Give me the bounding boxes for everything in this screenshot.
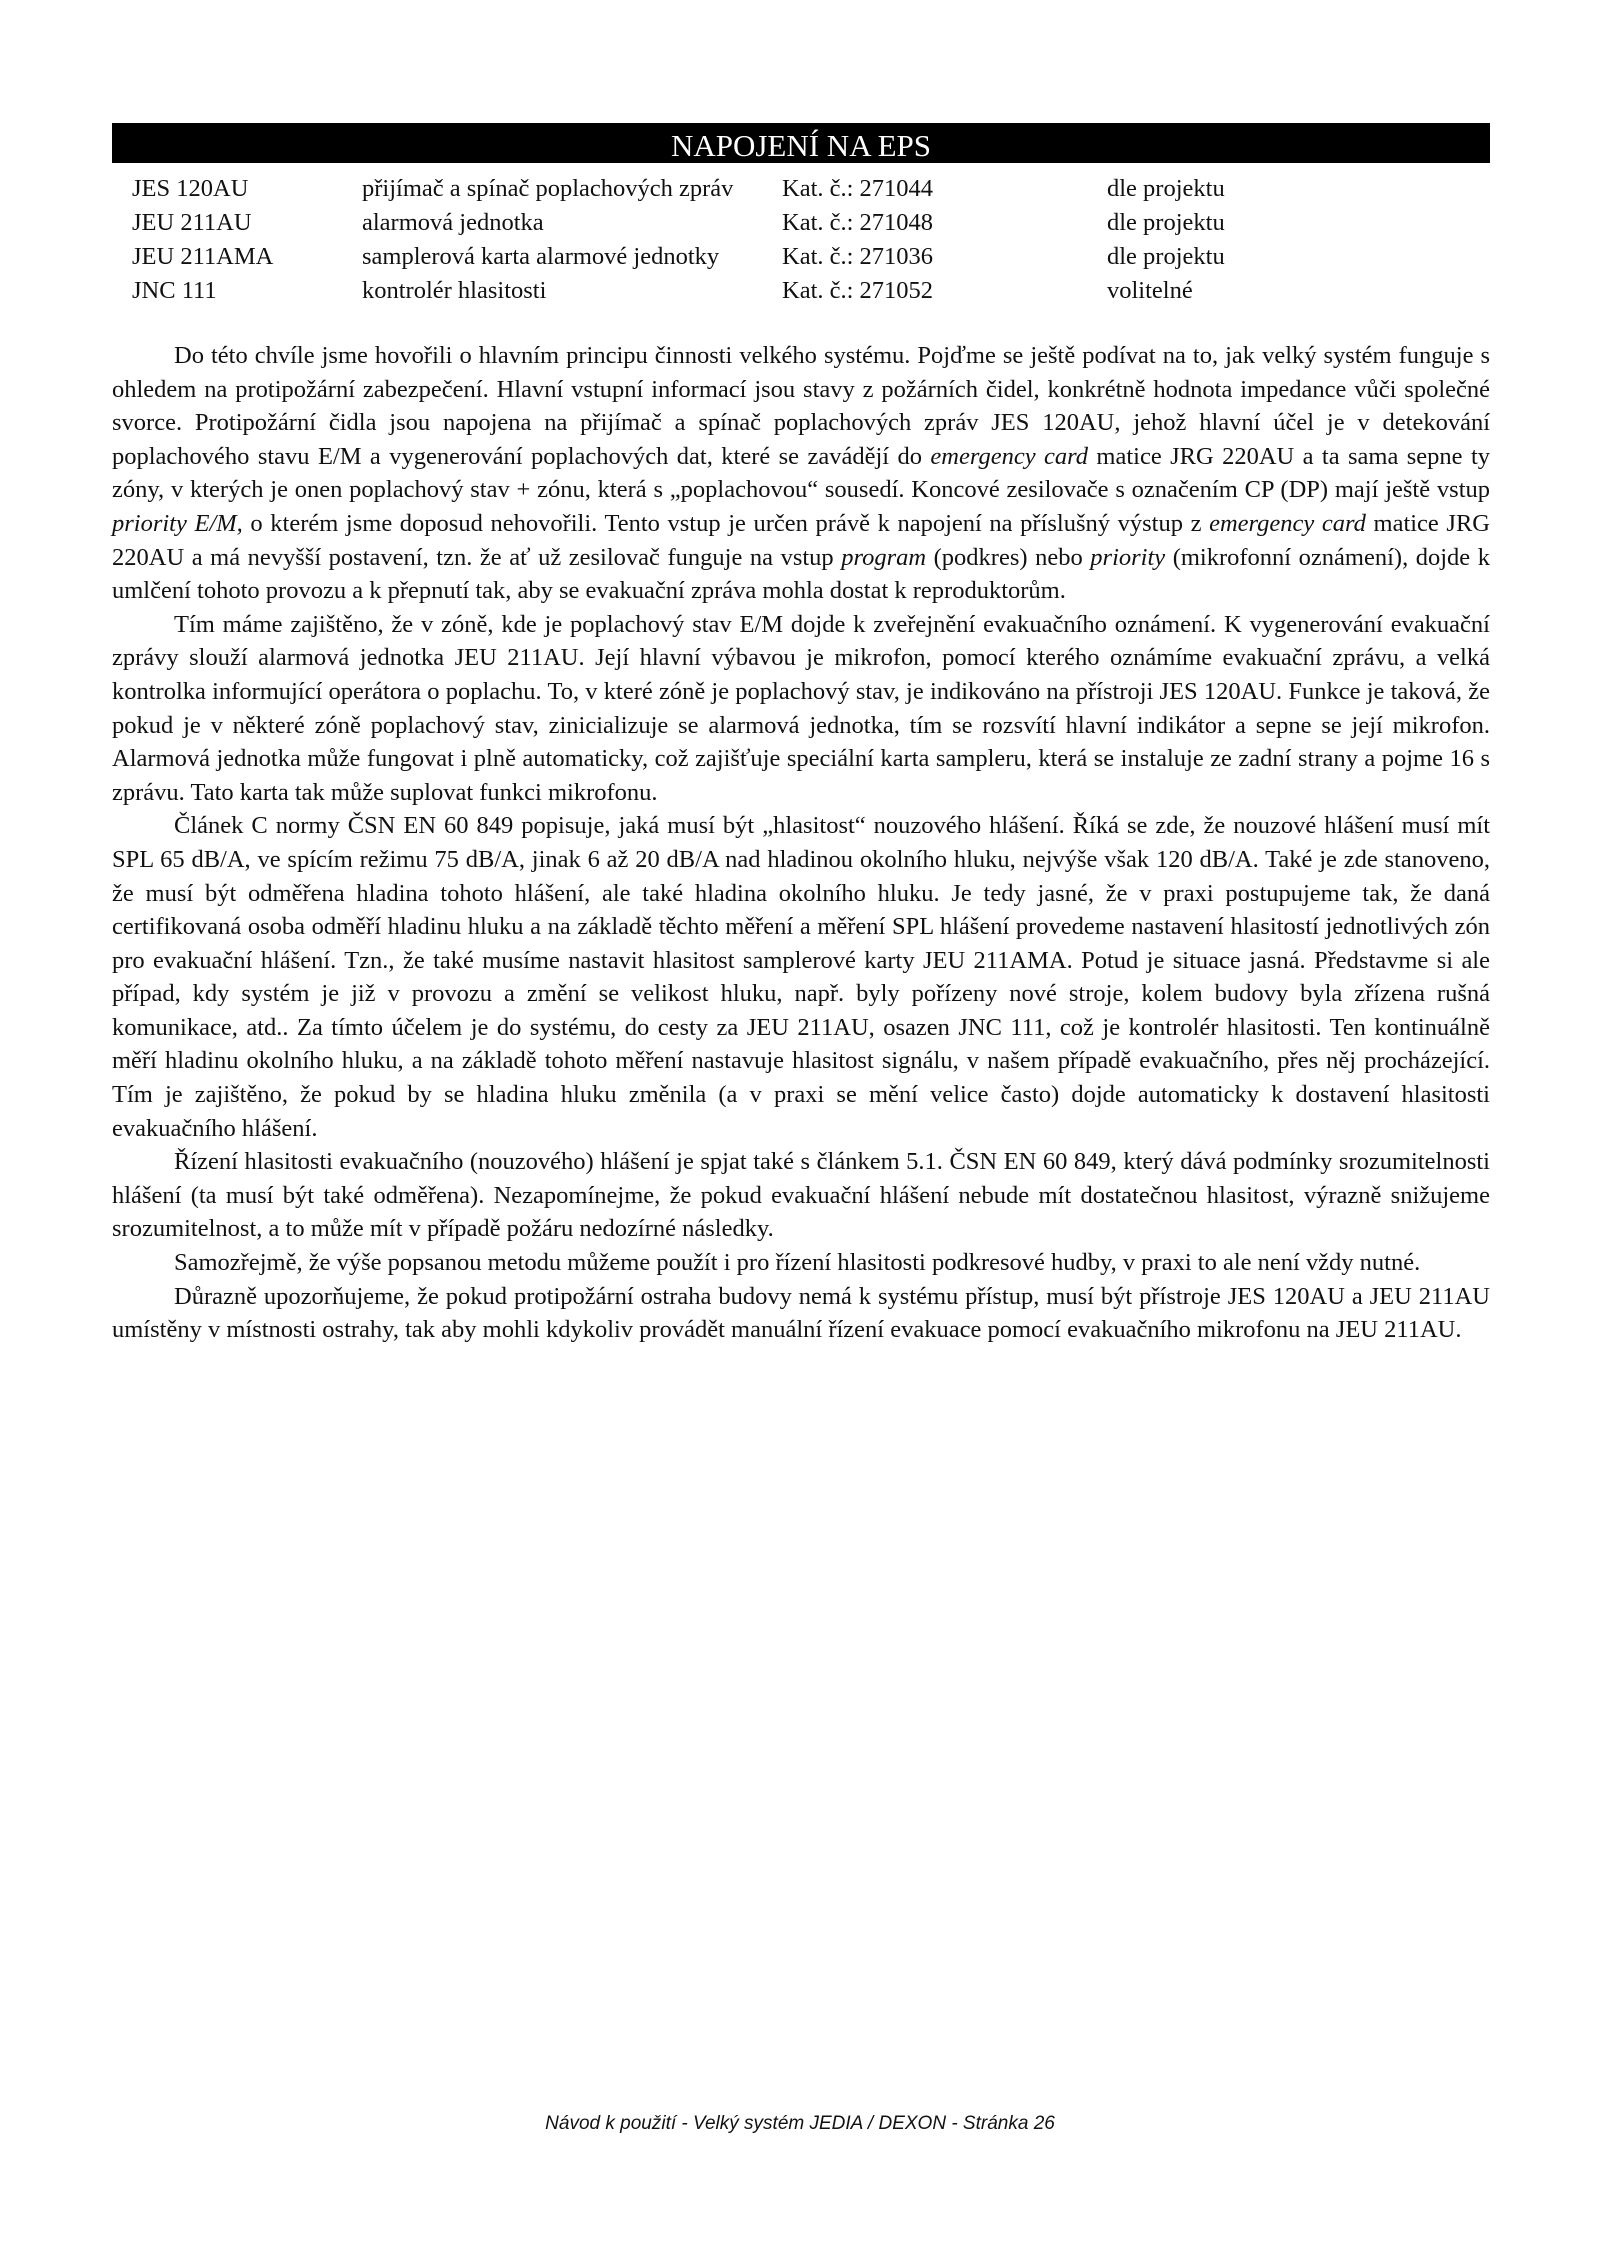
paragraph-alarm-unit: Tím máme zajištěno, že v zóně, kde je poplachový stav E/M dojde k zveřejnění evakuačního oznámení. K vygenerování evakuační zprávy slouží alarmová jednotka JEU 211AU. Její hlavní výbavou je mikrofon, pomocí kterého oznámíme evakuační zprávu, a velká kontrolka informující operátora o poplachu. To, v které zóně je poplachový stav, je indikováno na přístroji JES 120AU. Funkce je taková, že pokud je v některé zóně poplachový stav, zinicializuje se alarmová jednotka, tím se rozsvítí hlavní indikátor a sepne se její mikrofon. Alarmová jednotka může fungovat i plně automaticky, což zajišťuje speciální karta sampleru, která se instaluje ze zadní strany a pojme 16 s zprávu. Tato karta tak může suplovat funkci mikrofonu. (112, 610, 1490, 806)
section-title-bar (112, 123, 1490, 163)
part-code: JES 120AU (132, 175, 249, 202)
paragraph-text: o kterém jsme doposud nehovořili. Tento vstup je určen právě k napojení na příslušný výstup z (242, 509, 1210, 537)
emphasis-term: emergency card (930, 442, 1088, 470)
part-description: kontrolér hlasitosti (362, 277, 547, 304)
part-description: alarmová jednotka (362, 209, 544, 236)
parts-list-row (112, 240, 1490, 274)
paragraph-eps-principle (112, 339, 1490, 608)
emphasis-term: emergency card (1209, 509, 1366, 537)
parts-list-row (112, 172, 1490, 206)
page-footer: Návod k použití - Velký systém JEDIA / DEXON - Stránka 26 (545, 2113, 1055, 2134)
part-note: dle projektu (1107, 175, 1225, 202)
paragraph-security-room: Důrazně upozorňujeme, že pokud protipožární ostraha budovy nemá k systému přístup, musí být přístroje JES 120AU a JEU 211AU umístěny v místnosti ostrahy, tak aby mohli kdykoliv provádět manuální řízení evakuace pomocí evakuačního mikrofonu na JEU 211AU. (112, 1282, 1490, 1344)
paragraph-text: matice JRG 220AU a ta sama sepne ty zóny, v kterých je onen poplachový stav + zónu, která s „poplachovou“ sousedí. Koncové zesilovače s označením CP (DP) mají ještě vstup (112, 442, 1491, 504)
part-code: JEU 211AMA (132, 243, 274, 270)
paragraph-text: matice JRG 220AU a má nevyšší postavení, tzn. že ať už zesilovač funguje na vstup (112, 509, 1490, 571)
part-code: JNC 111 (132, 277, 217, 304)
emphasis-term: priority E/M, (112, 509, 243, 537)
part-catalog-number: Kat. č.: 271036 (782, 243, 934, 270)
parts-list-row (112, 274, 1490, 308)
part-catalog-number: Kat. č.: 271048 (782, 209, 934, 236)
paragraph-text: Do této chvíle jsme hovořili o hlavním principu činnosti velkého systému. Pojďme se ještě podívat na to, jak velký systém funguje s ohledem na protipožární zabezpečení. Hlavní vstupní informací jsou stavy z požárních čidel, konkrétně hodnota impedance vůči společné svorce. Protipožární čidla jsou napojena na přijímač a spínač poplachových zpráv JES 120AU, jehož hlavní účel je v detekování poplachového stavu E/M a vygenerování poplachových dat, které se zavádějí do (112, 342, 1490, 470)
paragraph-volume-norm: Článek C normy ČSN EN 60 849 popisuje, jaká musí být „hlasitost“ nouzového hlášení. Říká se zde, že nouzové hlášení musí mít SPL 65 dB/A, ve spícím režimu 75 dB/A, jinak 6 až 20 dB/A nad hladinou okolního hluku, nejvýše však 120 dB/A. Také je zde stanoveno, že musí být odměřena hladina tohoto hlášení, ale také hladina okolního hluku. Je tedy jasné, že v praxi postupujeme tak, že daná certifikovaná osoba odměří hladinu hluku a na základě těchto měření a měření SPL hlášení provedeme nastavení hlasitostí jednotlivých zón pro evakuační hlášení. Tzn., že také musíme nastavit hlasitost samplerové karty JEU 211AMA. Potud je situace jasná. Představme si ale případ, kdy systém je již v provozu a změní se velikost hluku, např. byly pořízeny nové stroje, kolem budovy byla zřízena rušná komunikace, atd.. Za tímto účelem je do systému, do cesty za JEU 211AU, osazen JNC 111, což je kontrolér hlasitosti. Ten kontinuálně měří hladinu okolního hluku, a na základě tohoto měření nastavuje hlasitost signálu, v našem případě evakuačního, přes něj procházející. Tím je zajištěno, že pokud by se hladina hluku změnila (a v praxi se mění velice často) dojde automaticky k dostavení hlasitosti evakuačního hlášení. (112, 812, 1490, 1142)
parts-list (112, 172, 1490, 308)
paragraph-text: (podkres) nebo (926, 543, 1091, 571)
part-code: JEU 211AU (132, 209, 252, 236)
parts-list-row (112, 206, 1490, 240)
emphasis-term: program (841, 543, 927, 571)
paragraph-text: (mikrofonní oznámení), dojde k umlčení tohoto provozu a k přepnutí tak, aby se evakuační zpráva mohla dostat k reproduktorům. (112, 543, 1490, 605)
part-catalog-number: Kat. č.: 271052 (782, 277, 934, 304)
part-note: dle projektu (1107, 209, 1225, 236)
paragraph-background-music: Samozřejmě, že výše popsanou metodu můžeme použít i pro řízení hlasitosti podkresové hudby, v praxi to ale není vždy nutné. (174, 1249, 1421, 1277)
paragraph-intelligibility: Řízení hlasitosti evakuačního (nouzového) hlášení je spjat také s článkem 5.1. ČSN EN 60 849, který dává podmínky srozumitelnosti hlášení (ta musí být také odměřena). Nezapomínejme, že pokud evakuační hlášení nebude mít dostatečnou hlasitost, výrazně snižujeme srozumitelnost, a to může mít v případě požáru nedozírné následky. (112, 1148, 1490, 1243)
part-note: volitelné (1107, 277, 1193, 304)
part-description: přijímač a spínač poplachových zpráv (362, 175, 734, 202)
emphasis-term: priority (1090, 543, 1166, 571)
part-catalog-number: Kat. č.: 271044 (782, 175, 934, 202)
part-description: samplerová karta alarmové jednotky (362, 243, 720, 270)
section-title: NAPOJENÍ NA EPS (670, 128, 932, 163)
body-text (112, 339, 1490, 1347)
part-note: dle projektu (1107, 243, 1225, 270)
